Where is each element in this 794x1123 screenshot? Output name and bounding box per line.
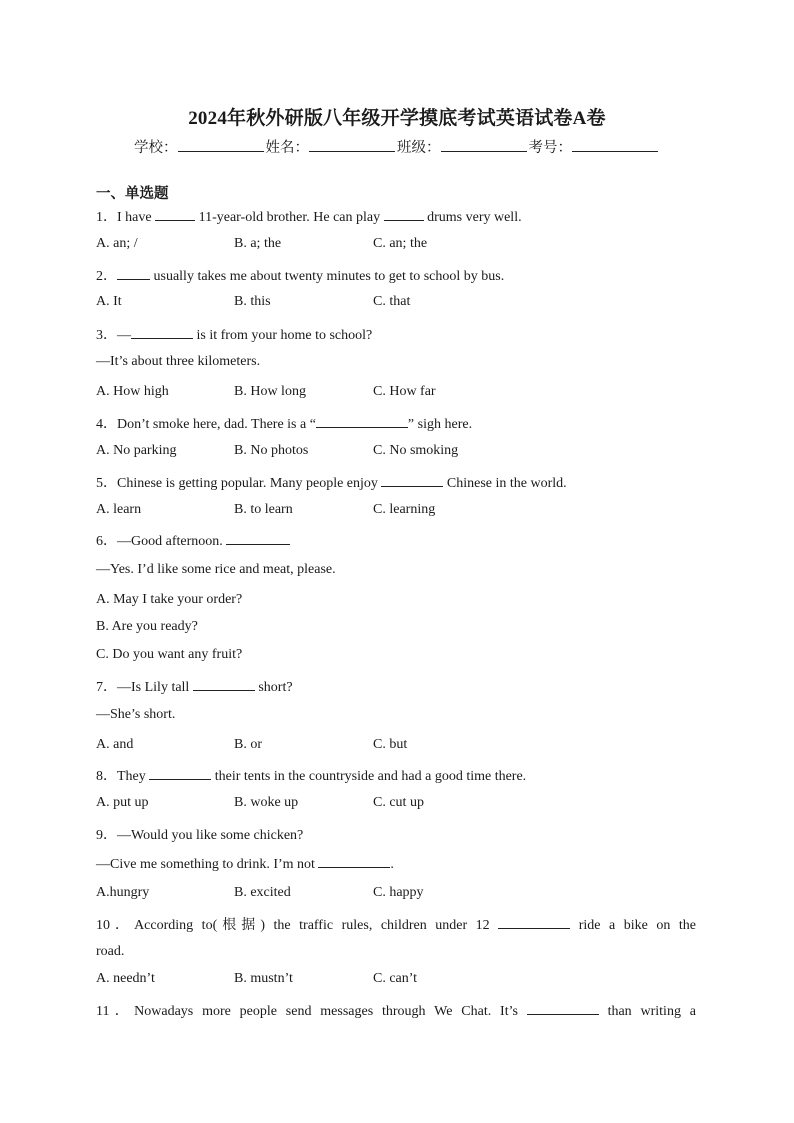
answer-blank[interactable]	[193, 678, 255, 691]
option-c: C. that	[373, 294, 411, 309]
question-number: 5．	[96, 476, 117, 491]
answer-blank[interactable]	[381, 474, 443, 487]
answer-blank[interactable]	[117, 267, 150, 280]
question-11	[96, 1000, 696, 1020]
option-b: B. to learn	[234, 502, 293, 517]
option-a: A. put up	[96, 795, 149, 810]
question-number: 2．	[96, 269, 117, 284]
class-field-blank[interactable]	[441, 137, 527, 152]
option-b: B. No photos	[234, 443, 309, 458]
school-field-blank[interactable]	[178, 137, 264, 152]
question-text: Chinese is getting popular. Many people enjoy	[117, 476, 382, 491]
option-a: A. needn’t	[96, 971, 155, 986]
question-7	[96, 676, 293, 696]
option-c: C. happy	[373, 885, 424, 900]
question-text: drums very well.	[423, 210, 522, 225]
question-8	[96, 765, 526, 785]
answer-blank[interactable]	[149, 767, 211, 780]
answer-blank[interactable]	[527, 1002, 599, 1015]
option-b: B. excited	[234, 885, 291, 900]
question-2	[96, 265, 504, 285]
option-a: A. and	[96, 737, 134, 752]
question-6	[96, 530, 290, 550]
question-number: 8．	[96, 769, 117, 784]
question-9	[96, 824, 303, 844]
question-text: —	[117, 328, 131, 343]
question-3	[96, 324, 372, 344]
question-text: than writing a	[598, 1004, 696, 1019]
question-number: 9．	[96, 828, 117, 843]
question-text: —Is Lily tall	[117, 680, 193, 695]
question-text: —Would you like some chicken?	[117, 828, 304, 843]
section-heading: 一、单选题	[96, 186, 169, 202]
question-number: 4．	[96, 417, 117, 432]
answer-blank[interactable]	[226, 532, 290, 545]
question-text: Nowadays more people send messages through We Chat. It’s	[134, 1004, 527, 1019]
question-text: According to(根据) the traffic rules, children under 12	[134, 918, 499, 933]
question-5	[96, 472, 567, 492]
option-a: A.hungry	[96, 885, 150, 900]
option-b: B. or	[234, 737, 262, 752]
option-c: C. learning	[373, 502, 436, 517]
question-text: I have	[117, 210, 156, 225]
question-text: ride a bike on the	[570, 918, 697, 933]
reply-text: .	[390, 857, 394, 872]
question-text: Chinese in the world.	[443, 476, 567, 491]
exam-number-field-label: 考号：	[528, 140, 572, 156]
option-a: A. No parking	[96, 443, 177, 458]
option-b: B. this	[234, 294, 271, 309]
reply-text: —Cive me something to drink. I’m not	[96, 857, 319, 872]
option-b: B. How long	[234, 384, 306, 399]
option-c: C. Do you want any fruit?	[96, 647, 243, 662]
option-a: A. learn	[96, 502, 142, 517]
question-number: 10．	[96, 918, 135, 933]
answer-blank[interactable]	[131, 326, 193, 339]
dialogue-reply: —It’s about three kilometers.	[96, 354, 261, 369]
option-c: C. can’t	[373, 971, 418, 986]
option-c: C. cut up	[373, 795, 424, 810]
answer-blank[interactable]	[316, 415, 408, 428]
answer-blank[interactable]	[498, 916, 570, 929]
option-c: C. an; the	[373, 236, 428, 251]
option-a: A. an; /	[96, 236, 138, 251]
question-1	[96, 206, 522, 226]
question-text: Don’t smoke here, dad. There is a “	[117, 417, 316, 432]
option-c: C. but	[373, 737, 408, 752]
option-a: A. May I take your order?	[96, 592, 243, 607]
dialogue-reply	[96, 855, 394, 873]
option-c: C. How far	[373, 384, 436, 399]
school-field-label: 学校：	[134, 140, 178, 156]
question-number: 11．	[96, 1004, 135, 1019]
question-number: 1．	[96, 210, 117, 225]
option-c: C. No smoking	[373, 443, 459, 458]
option-b: B. woke up	[234, 795, 299, 810]
page-title: 2024年秋外研版八年级开学摸底考试英语试卷A卷	[188, 108, 606, 129]
question-continuation: road.	[96, 944, 125, 959]
question-text: their tents in the countryside and had a good time there.	[211, 769, 527, 784]
answer-blank[interactable]	[318, 855, 390, 868]
name-field-label: 姓名：	[265, 140, 309, 156]
option-b: B. Are you ready?	[96, 619, 198, 634]
question-text: 11-year-old brother. He can play	[195, 210, 384, 225]
student-info-row	[0, 136, 794, 157]
option-b: B. mustn’t	[234, 971, 293, 986]
question-text: short?	[254, 680, 293, 695]
question-number: 7．	[96, 680, 117, 695]
name-field-blank[interactable]	[309, 137, 395, 152]
answer-blank[interactable]	[155, 208, 195, 221]
question-4	[96, 413, 472, 433]
exam-number-field-blank[interactable]	[572, 137, 658, 152]
option-b: B. a; the	[234, 236, 282, 251]
option-a: A. How high	[96, 384, 169, 399]
question-text: is it from your home to school?	[193, 328, 373, 343]
question-text: ” sigh here.	[407, 417, 473, 432]
answer-blank[interactable]	[384, 208, 424, 221]
question-number: 6．	[96, 534, 117, 549]
question-text: They	[117, 769, 150, 784]
question-text: —Good afternoon.	[117, 534, 227, 549]
dialogue-reply: —She’s short.	[96, 707, 176, 722]
question-10	[96, 914, 696, 934]
question-text: usually takes me about twenty minutes to get to school by bus.	[150, 269, 505, 284]
dialogue-reply: —Yes. I’d like some rice and meat, please.	[96, 562, 336, 577]
option-a: A. It	[96, 294, 122, 309]
class-field-label: 班级：	[397, 140, 441, 156]
question-number: 3．	[96, 328, 117, 343]
